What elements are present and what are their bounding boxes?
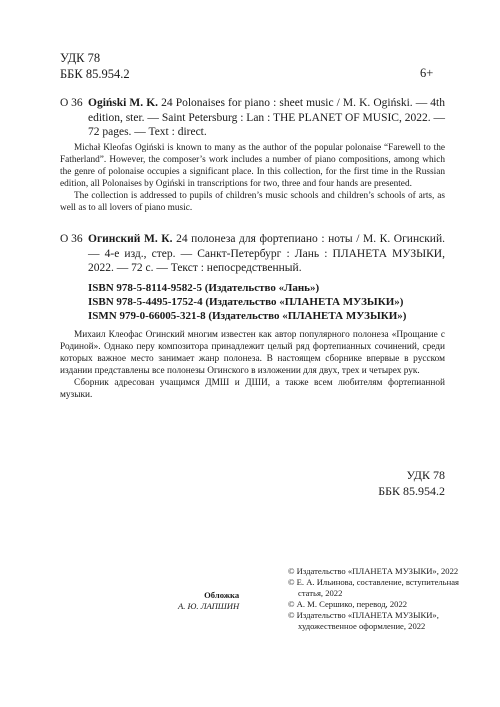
english-catalog-entry xyxy=(60,96,445,140)
udk-code: УДК 78 xyxy=(406,468,445,482)
isbn-line: ISBN 978-5-8114-9582-5 (Издательство «Лань») xyxy=(88,282,320,294)
catalog-code: О 36 xyxy=(60,97,83,109)
russian-annotation xyxy=(60,329,445,401)
copyright-block xyxy=(288,566,468,632)
citation-text: 24 Polonaises for piano : sheet music / M. K. Ogiński. — 4th edition, ster. — Saint Petersburg : Lan : THE PLANET OF MUSIC, 2022. — 72 pages. — Text : direct. xyxy=(88,97,445,138)
copyright-line: © Издательство «ПЛАНЕТА МУЗЫКИ», художественное оформление, 2022 xyxy=(288,610,439,631)
annotation-paragraph: Michał Kleofas Ogiński is known to many as the author of the popular polonaise “Farewell to the Fatherland”. However, the composer’s work includes a number of piano compositions, among which the genre of polonaise occupies a significant place. In this collection, for the first time in the Russian edition, all Polonaises by Ogiński in transcriptions for two, three and four hands are presented. xyxy=(60,143,445,189)
author-name: Ogiński M. K. xyxy=(88,97,159,109)
copyright-line: © А. М. Сершико, перевод, 2022 xyxy=(288,599,408,609)
copyright-line: © Е. А. Ильинова, составление, вступительная статья, 2022 xyxy=(288,577,459,598)
annotation-paragraph: Михаил Клеофас Огинский многим известен как автор популярного полонеза «Прощание с Родиной». Однако перу композитора принадлежит целый ряд фортепианных сочинений, среди которых важное место занимает жанр полонеза. В настоящем сборнике впервые в русском издании представлены все полонезы Огинского в изложении для двух, трех и четырех рук. xyxy=(60,330,445,376)
ismn-line: ISMN 979-0-66005-321-8 (Издательство «ПЛАНЕТА МУЗЫКИ») xyxy=(88,310,407,322)
english-annotation xyxy=(60,142,445,214)
udk-code: УДК 78 xyxy=(60,51,101,65)
classification-block-top xyxy=(60,50,130,82)
catalog-code: О 36 xyxy=(60,233,83,245)
age-rating: 6+ xyxy=(420,66,434,80)
cover-label: Обложка xyxy=(204,590,240,600)
isbn-line: ISBN 978-5-4495-1752-4 (Издательство «ПЛАНЕТА МУЗЫКИ») xyxy=(88,296,404,308)
bbk-code: ББК 85.954.2 xyxy=(378,484,445,498)
cover-designer: А. Ю. ЛАПШИН xyxy=(178,601,240,611)
annotation-paragraph: Сборник адресован учащимся ДМШ и ДШИ, а также всем любителям фортепианной музыки. xyxy=(60,378,445,400)
cover-credit xyxy=(178,590,239,612)
author-name: Огинский М. К. xyxy=(88,233,173,245)
bbk-code: ББК 85.954.2 xyxy=(60,67,130,81)
annotation-paragraph: The collection is addressed to pupils of children’s music schools and children’s schools of arts, as well as to all lovers of piano music. xyxy=(60,191,445,213)
isbn-block xyxy=(88,281,406,323)
russian-catalog-entry xyxy=(60,232,445,276)
citation-text: 24 полонеза для фортепиано : ноты / М. К. Огинский. — 4-е изд., стер. — Санкт-Петербург : Лань : ПЛАНЕТА МУЗЫКИ, 2022. — 72 с. — Текст : непосредственный. xyxy=(88,233,445,274)
classification-block-bottom xyxy=(378,467,445,499)
copyright-line: © Издательство «ПЛАНЕТА МУЗЫКИ», 2022 xyxy=(288,566,459,576)
